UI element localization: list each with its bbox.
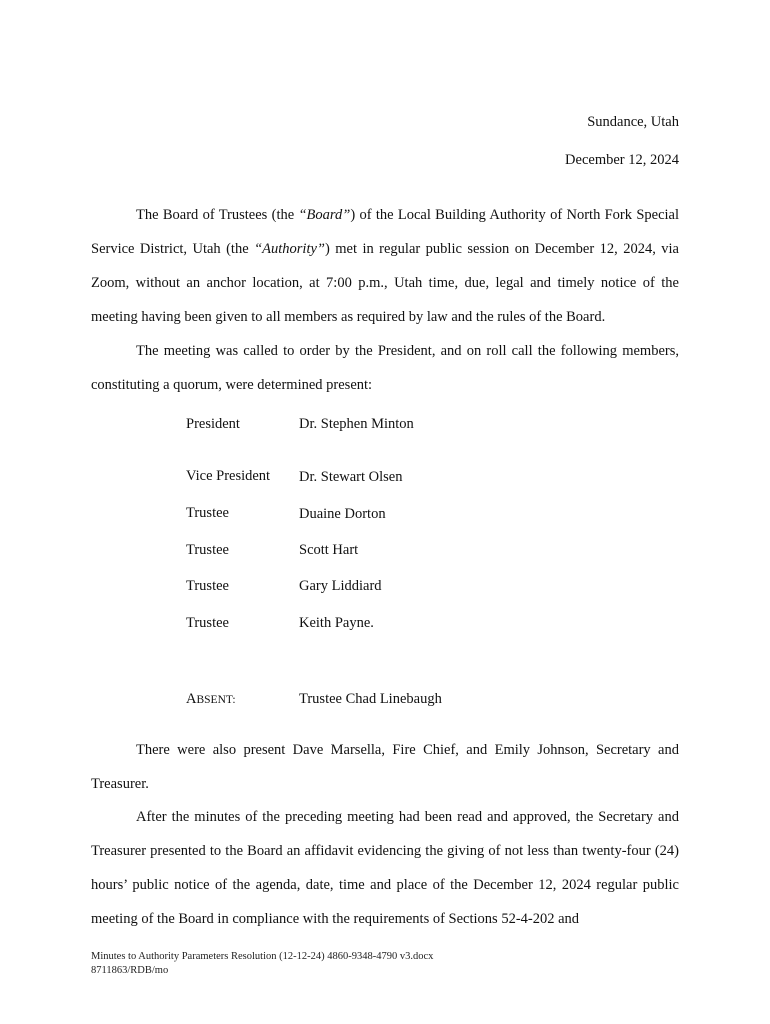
member-name: Gary Liddiard (299, 578, 382, 594)
member-role: President (186, 416, 240, 432)
also-present-paragraph (91, 733, 679, 801)
p1-text-a: The Board of Trustees (the (136, 207, 299, 223)
date-line: December 12, 2024 (565, 152, 679, 168)
member-name: Keith Payne. (299, 615, 374, 631)
member-role: Trustee (186, 542, 229, 558)
member-name: Dr. Stephen Minton (299, 416, 414, 432)
board-defined-term: “Board” (298, 207, 351, 223)
p3-text: There were also present Dave Marsella, Fire Chief, and Emily Johnson, Secretary and Treasurer. (91, 742, 679, 792)
member-name: Duaine Dorton (299, 506, 386, 522)
member-name: Dr. Stewart Olsen (299, 469, 403, 485)
absent-label: ABSENT: (186, 691, 236, 707)
footer-reference: 8711863/RDB/mo (91, 965, 169, 976)
p2-text: The meeting was called to order by the President, and on roll call the following members, constituting a quorum, were determined present: (91, 343, 679, 393)
authority-defined-term: “Authority” (254, 241, 325, 257)
p4-text: After the minutes of the preceding meeting had been read and approved, the Secretary and Treasurer presented to the Board an affidavit evidencing the giving of not less than twenty-four (24) hours’ public notice of the agenda, date, time and place of the December 12, 2024 regular public meeting of the Board in compliance with the requirements of Sections 52-4-202 and (91, 809, 679, 927)
member-role: Vice President (186, 468, 271, 484)
location-line: Sundance, Utah (587, 114, 679, 130)
member-role: Trustee (186, 578, 229, 594)
roll-call-intro-paragraph (91, 334, 679, 402)
affidavit-paragraph (91, 800, 679, 936)
opening-paragraph (91, 198, 679, 334)
member-name: Scott Hart (299, 542, 359, 558)
absent-member-name: Trustee Chad Linebaugh (299, 691, 442, 707)
p1-text-b: ) of the Local Building Authority of North Fork Special Service District, Utah (the (91, 207, 679, 257)
p1-text-c: ) met in regular public session on December 12, 2024, via Zoom, without an anchor location, at 7:00 p.m., Utah time, due, legal and timely notice of the meeting having been given to all members as required by law and the rules of the Board. (91, 241, 679, 325)
member-role: Trustee (186, 505, 229, 521)
footer-filename: Minutes to Authority Parameters Resolution (12-12-24) 4860-9348-4790 v3.docx (91, 951, 434, 962)
document-footer (91, 950, 433, 978)
member-role: Trustee (186, 615, 229, 631)
